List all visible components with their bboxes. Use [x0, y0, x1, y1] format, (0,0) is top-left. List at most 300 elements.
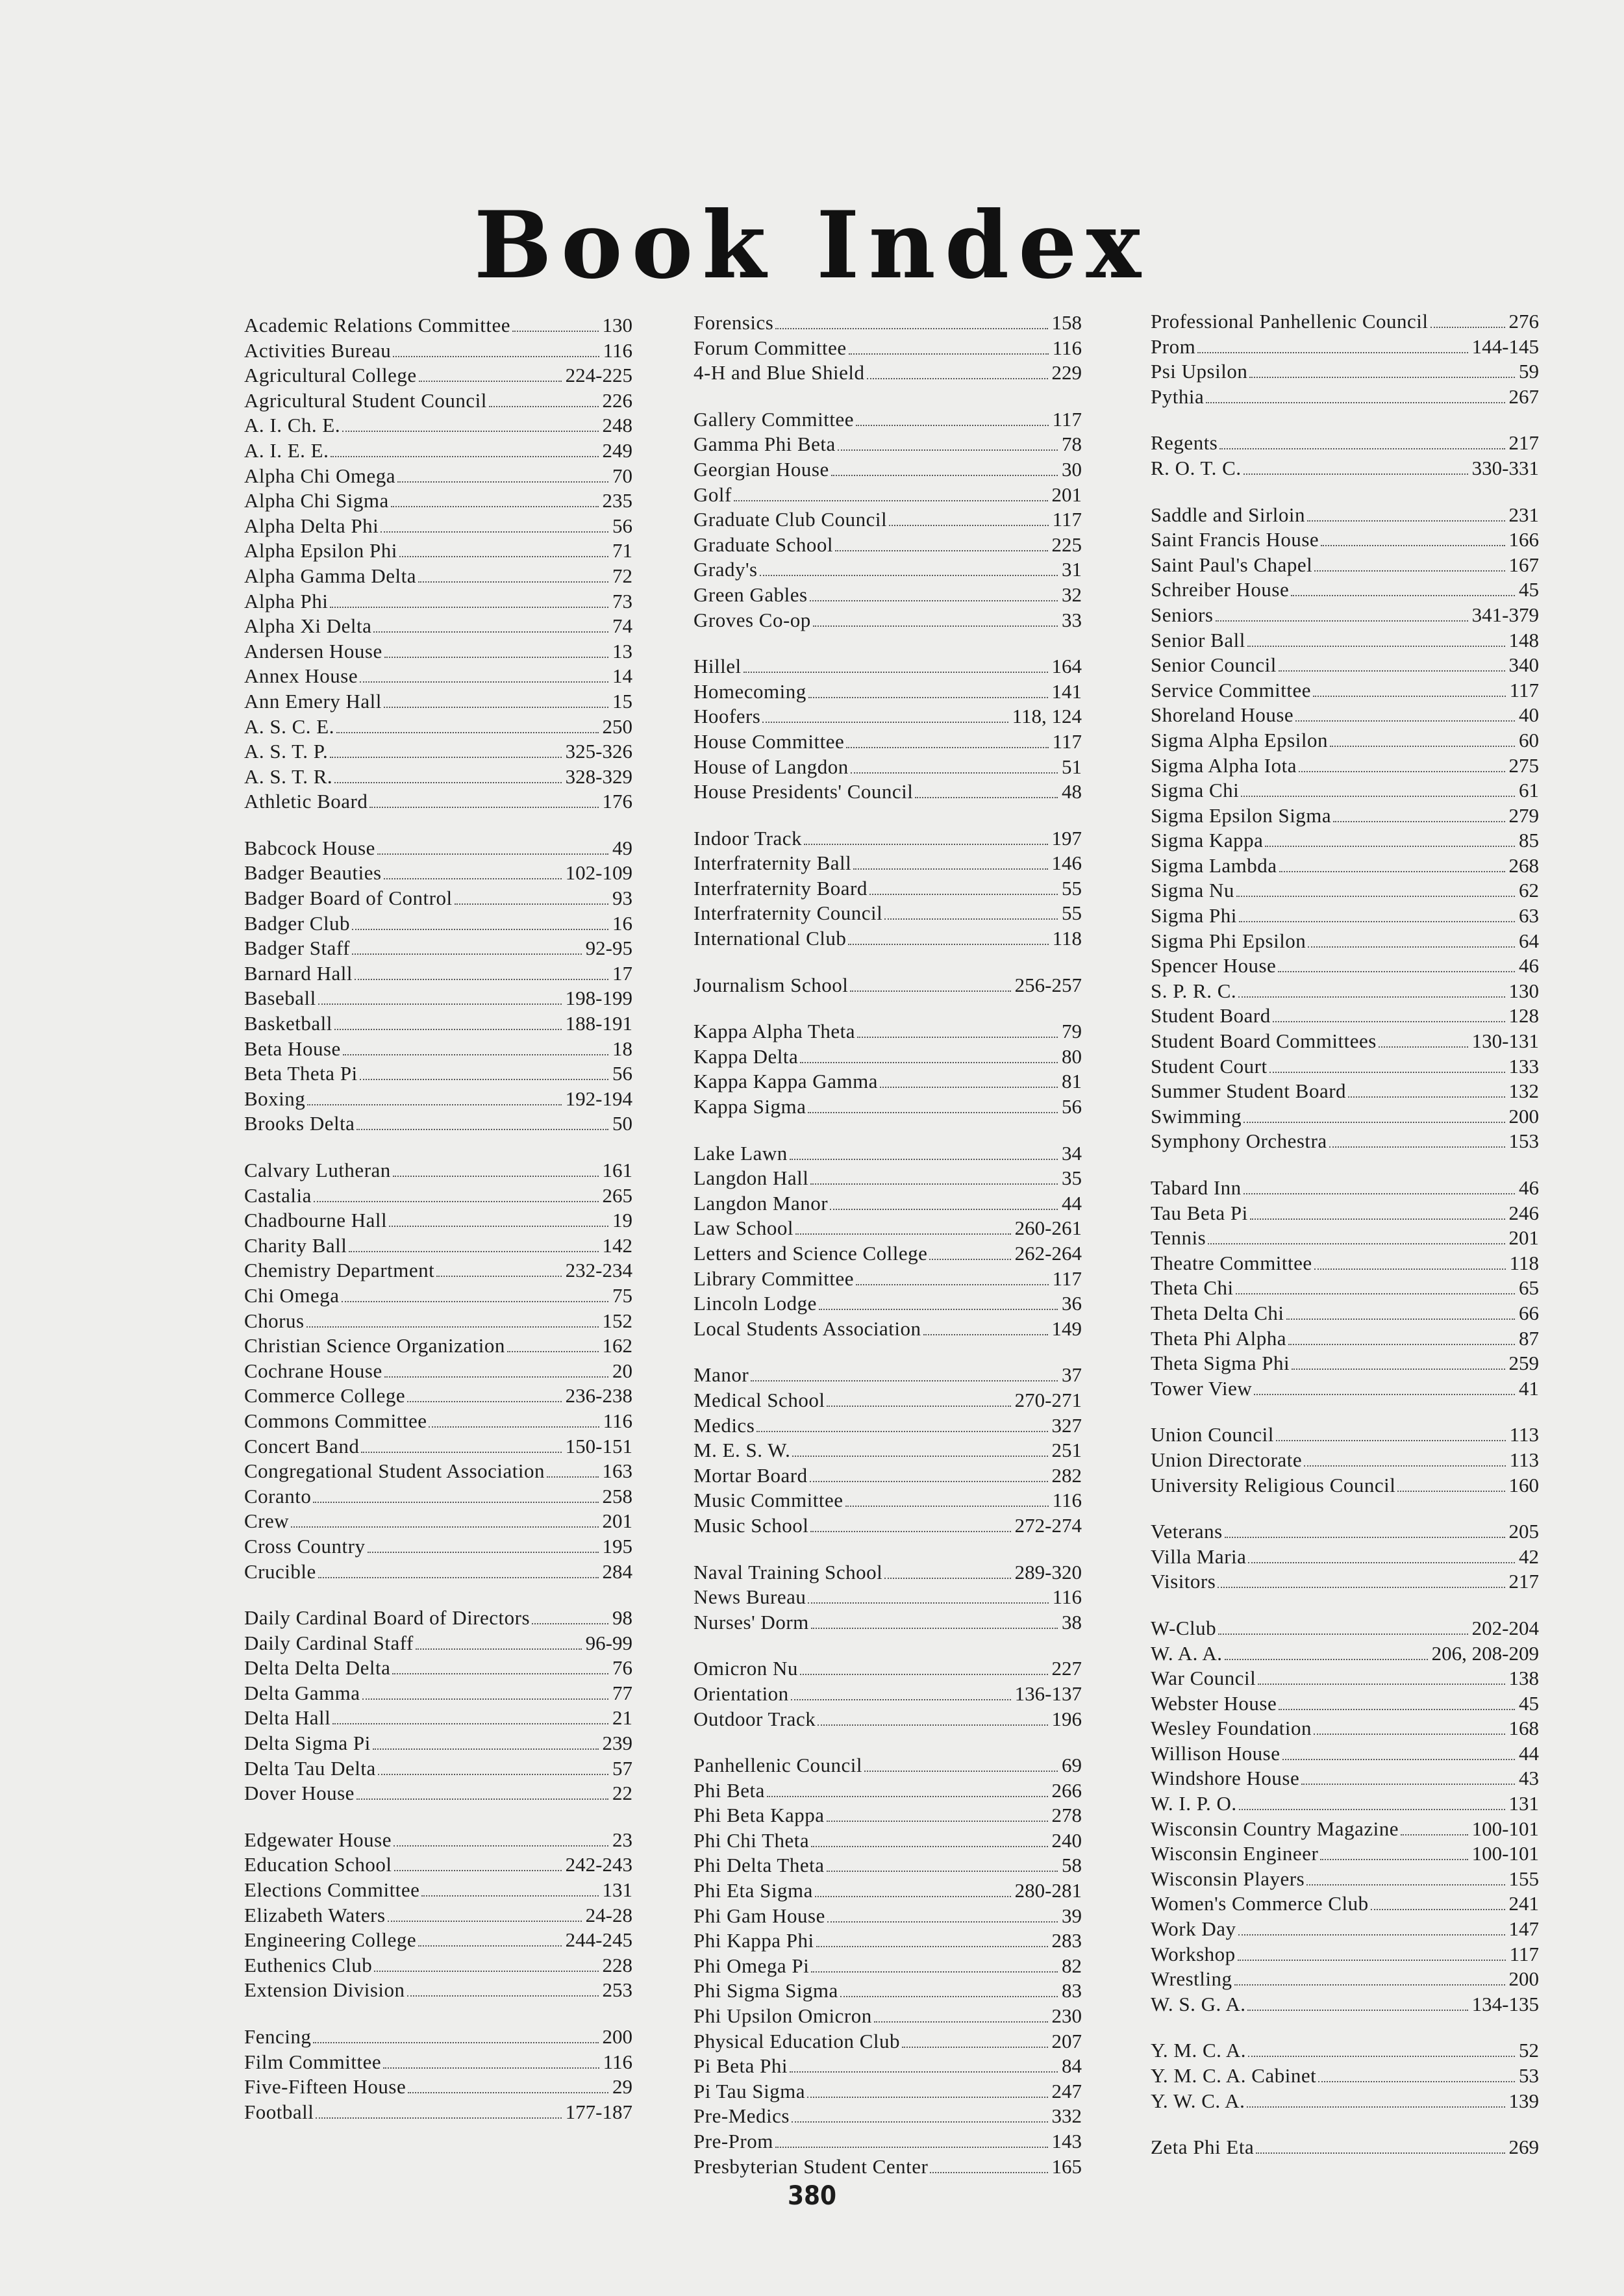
- entry-label: Fencing: [244, 2025, 312, 2048]
- index-entry: [693, 1682, 1082, 1707]
- dot-leader: [1295, 719, 1515, 722]
- dot-leader: [352, 927, 608, 930]
- entry-page: 283: [1051, 1929, 1082, 1952]
- index-column-3: [1151, 309, 1539, 2160]
- entry-label: Barnard Hall: [244, 961, 353, 985]
- dot-leader: [1256, 2151, 1505, 2154]
- dot-leader: [811, 1970, 1058, 1973]
- index-entry: [1151, 1791, 1539, 1817]
- entry-page: 231: [1508, 503, 1539, 526]
- dot-leader: [394, 1844, 608, 1847]
- dot-leader: [1273, 1020, 1505, 1022]
- dot-leader: [1371, 1908, 1505, 1910]
- dot-leader: [1234, 1983, 1505, 1986]
- entry-label: A. S. T. P.: [244, 740, 329, 763]
- entry-label: Alpha Delta Phi: [244, 514, 379, 537]
- dot-leader: [851, 771, 1058, 774]
- entry-page: 31: [1062, 558, 1082, 581]
- index-entry: [1151, 929, 1539, 954]
- entry-page: 224-225: [565, 364, 632, 387]
- entry-label: Ann Emery Hall: [244, 689, 382, 713]
- index-entry: [244, 564, 632, 589]
- dot-leader: [316, 2116, 561, 2119]
- group-spacer: [693, 1635, 1082, 1656]
- entry-label: Lake Lawn: [693, 1141, 788, 1165]
- entry-page: 250: [602, 714, 632, 738]
- entry-page: 246: [1508, 1201, 1539, 1224]
- index-entry: [1151, 653, 1539, 678]
- dot-leader: [394, 1869, 562, 1871]
- entry-page: 176: [602, 790, 632, 813]
- entry-page: 21: [612, 1706, 632, 1730]
- index-entry: [693, 1828, 1082, 1854]
- dot-leader: [1321, 544, 1505, 546]
- entry-label: Interfraternity Board: [693, 876, 868, 900]
- index-entry: [1151, 1817, 1539, 1842]
- dot-leader: [902, 2045, 1047, 2048]
- index-entry: [1151, 1716, 1539, 1741]
- entry-page: 73: [612, 589, 632, 612]
- index-entry: [244, 1011, 632, 1037]
- index-entry: [1151, 2038, 1539, 2063]
- entry-label: Academic Relations Committee: [244, 314, 511, 336]
- entry-label: Phi Beta Kappa: [693, 1804, 825, 1827]
- entry-page: 117: [1052, 729, 1082, 753]
- entry-page: 16: [612, 911, 632, 935]
- index-entry: [244, 1781, 632, 1806]
- dot-leader: [360, 680, 608, 683]
- entry-page: 284: [602, 1559, 632, 1583]
- index-entry: [1151, 1891, 1539, 1917]
- index-entry: [244, 1087, 632, 1112]
- entry-page: 160: [1508, 1473, 1539, 1496]
- entry-page: 52: [1519, 2039, 1539, 2062]
- dot-leader: [489, 405, 599, 407]
- dot-leader: [816, 1945, 1048, 1947]
- entry-label: Omicron Nu: [693, 1657, 798, 1680]
- entry-page: 279: [1508, 803, 1539, 827]
- entry-label: Phi Eta Sigma: [693, 1879, 813, 1902]
- index-entry: [1151, 1519, 1539, 1545]
- dot-leader: [810, 599, 1058, 601]
- entry-page: 44: [1062, 1191, 1082, 1215]
- index-entry: [244, 714, 632, 740]
- entry-page: 148: [1508, 628, 1539, 651]
- dot-leader: [1348, 1095, 1505, 1098]
- index-entry: [244, 1509, 632, 1534]
- index-entry: [244, 1037, 632, 1062]
- dot-leader: [349, 1250, 598, 1252]
- dot-leader: [342, 429, 598, 432]
- index-entry: [1151, 1967, 1539, 1992]
- entry-page: 149: [1051, 1317, 1082, 1340]
- entry-page: 289-320: [1014, 1560, 1082, 1583]
- index-entry: [244, 488, 632, 514]
- index-entry: [1151, 803, 1539, 829]
- entry-label: Mortar Board: [693, 1463, 808, 1487]
- dot-leader: [343, 1053, 608, 1055]
- index-entry: [693, 360, 1082, 386]
- entry-page: 45: [1519, 1691, 1539, 1715]
- entry-page: 196: [1051, 1707, 1082, 1730]
- dot-leader: [1286, 1317, 1516, 1320]
- index-entry: [1151, 878, 1539, 903]
- index-entry: [1151, 527, 1539, 553]
- entry-label: Lincoln Lodge: [693, 1292, 817, 1315]
- dot-leader: [429, 1425, 599, 1428]
- dot-leader: [384, 705, 608, 708]
- dot-leader: [734, 499, 1048, 501]
- entry-label: S. P. R. C.: [1151, 979, 1237, 1002]
- entry-label: News Bureau: [693, 1585, 806, 1609]
- entry-page: 138: [1508, 1667, 1539, 1690]
- index-entry: [693, 533, 1082, 558]
- dot-leader: [800, 1061, 1058, 1063]
- dot-leader: [846, 746, 1048, 748]
- index-entry: [244, 1459, 632, 1484]
- entry-page: 117: [1052, 1267, 1082, 1290]
- entry-label: Cross Country: [244, 1534, 366, 1558]
- entry-label: Sigma Alpha Iota: [1151, 753, 1297, 777]
- entry-label: Medical School: [693, 1388, 825, 1411]
- index-entry: [1151, 979, 1539, 1004]
- entry-label: Pi Tau Sigma: [693, 2079, 806, 2102]
- index-entry: [244, 1852, 632, 1878]
- entry-page: 43: [1519, 1767, 1539, 1790]
- entry-page: 33: [1062, 608, 1082, 631]
- group-spacer: [693, 952, 1082, 973]
- entry-label: Sigma Chi: [1151, 779, 1240, 802]
- dot-leader: [1276, 1439, 1506, 1441]
- dot-leader: [1258, 1682, 1505, 1685]
- index-entry: [1151, 778, 1539, 803]
- index-entry: [693, 654, 1082, 679]
- entry-label: Shoreland House: [1151, 703, 1294, 727]
- entry-page: 116: [603, 338, 632, 362]
- group-spacer: [693, 1539, 1082, 1560]
- entry-page: 46: [1519, 954, 1539, 978]
- entry-page: 200: [1508, 1104, 1539, 1128]
- entry-page: 253: [602, 1978, 632, 2002]
- entry-label: Saint Paul's Chapel: [1151, 553, 1313, 576]
- dot-leader: [760, 574, 1058, 576]
- index-entry: [244, 1333, 632, 1359]
- entry-label: A. I. E. E.: [244, 438, 329, 462]
- index-entry: [244, 1903, 632, 1928]
- group-spacer: [1151, 1154, 1539, 1176]
- entry-page: 268: [1508, 853, 1539, 877]
- index-entry: [693, 679, 1082, 705]
- dot-leader: [378, 1772, 608, 1775]
- dot-leader: [393, 355, 599, 357]
- entry-label: Service Committee: [1151, 678, 1311, 701]
- entry-label: Education School: [244, 1853, 392, 1876]
- entry-page: 142: [602, 1233, 632, 1257]
- entry-page: 201: [1508, 1226, 1539, 1250]
- dot-leader: [381, 530, 608, 533]
- index-entry: [244, 538, 632, 564]
- index-entry: [693, 1656, 1082, 1682]
- entry-page: 29: [612, 2075, 632, 2099]
- entry-page: 15: [612, 689, 632, 713]
- dot-leader: [743, 670, 1048, 673]
- dot-leader: [810, 1530, 1010, 1532]
- entry-page: 188-191: [565, 1012, 632, 1035]
- entry-label: Brooks Delta: [244, 1112, 355, 1135]
- dot-leader: [318, 1002, 562, 1005]
- entry-label: Sigma Epsilon Sigma: [1151, 803, 1332, 827]
- entry-label: Kappa Kappa Gamma: [693, 1070, 878, 1093]
- entry-page: 265: [602, 1183, 632, 1207]
- entry-label: Indoor Track: [693, 826, 803, 850]
- index-entry: [693, 2054, 1082, 2079]
- dot-leader: [1304, 1464, 1505, 1467]
- dot-leader: [384, 1375, 608, 1378]
- index-entry: [693, 1267, 1082, 1292]
- entry-page: 70: [612, 464, 632, 487]
- entry-page: 113: [1509, 1448, 1539, 1471]
- entry-label: Badger Staff: [244, 937, 350, 960]
- entry-label: Interfraternity Council: [693, 902, 883, 925]
- entry-page: 262-264: [1014, 1242, 1082, 1265]
- entry-page: 117: [1052, 508, 1082, 531]
- entry-label: A. I. Ch. E.: [244, 414, 341, 437]
- dot-leader: [360, 1078, 608, 1080]
- dot-leader: [815, 1895, 1011, 1897]
- entry-page: 58: [1062, 1854, 1082, 1877]
- entry-page: 18: [612, 1037, 632, 1060]
- index-entry: [244, 961, 632, 987]
- entry-page: 56: [612, 514, 632, 537]
- entry-label: Professional Panhellenic Council: [1151, 310, 1429, 333]
- entry-label: Babcock House: [244, 836, 375, 859]
- group-spacer: [244, 814, 632, 836]
- entry-label: Y. M. C. A. Cabinet: [1151, 2064, 1317, 2087]
- index-entry: [1151, 1841, 1539, 1867]
- index-entry: [1151, 503, 1539, 528]
- entry-page: 132: [1508, 1079, 1539, 1103]
- dot-leader: [291, 1525, 598, 1528]
- entry-page: 270-271: [1014, 1388, 1082, 1411]
- entry-page: 41: [1519, 1376, 1539, 1400]
- entry-label: Delta Hall: [244, 1706, 331, 1730]
- index-entry: [1151, 456, 1539, 481]
- entry-page: 78: [1062, 433, 1082, 456]
- dot-leader: [532, 1622, 608, 1624]
- entry-page: 229: [1051, 361, 1082, 385]
- dot-leader: [1299, 770, 1505, 772]
- dot-leader: [397, 480, 608, 483]
- dot-leader: [827, 1869, 1058, 1872]
- entry-page: 80: [1062, 1044, 1082, 1068]
- dot-leader: [436, 1274, 561, 1277]
- index-entry: [1151, 1104, 1539, 1129]
- index-entry: [244, 764, 632, 790]
- dot-leader: [399, 555, 608, 557]
- dot-leader: [1318, 2080, 1515, 2082]
- entry-label: Symphony Orchestra: [1151, 1129, 1327, 1153]
- dot-leader: [307, 1103, 561, 1105]
- index-entry: [693, 704, 1082, 729]
- dot-leader: [384, 655, 608, 658]
- dot-leader: [808, 696, 1048, 698]
- entry-page: 200: [1508, 1967, 1539, 1991]
- entry-page: 100-101: [1471, 1817, 1539, 1840]
- entry-page: 131: [1508, 1792, 1539, 1815]
- dot-leader: [1247, 644, 1505, 647]
- dot-leader: [808, 1601, 1048, 1604]
- entry-page: 83: [1062, 1979, 1082, 2002]
- entry-label: Nurses' Dorm: [693, 1610, 809, 1634]
- dot-leader: [1218, 1585, 1505, 1588]
- index-entry: [693, 1241, 1082, 1267]
- index-entry: [244, 1484, 632, 1509]
- entry-page: 116: [1052, 336, 1082, 359]
- entry-page: 118, 124: [1012, 705, 1082, 728]
- dot-leader: [795, 1232, 1011, 1235]
- entry-page: 197: [1051, 826, 1082, 850]
- dot-leader: [791, 1698, 1011, 1700]
- entry-page: 134-135: [1471, 1992, 1539, 2015]
- group-spacer: [244, 2003, 632, 2025]
- dot-leader: [1314, 1732, 1505, 1735]
- entry-label: Badger Board of Control: [244, 887, 453, 910]
- dot-leader: [1278, 970, 1515, 972]
- entry-label: Phi Beta: [693, 1778, 765, 1802]
- entry-label: Music School: [693, 1513, 809, 1537]
- entry-label: Wisconsin Players: [1151, 1867, 1305, 1890]
- page-title: Book Index: [473, 192, 1151, 300]
- entry-page: 133: [1508, 1054, 1539, 1078]
- dot-leader: [1225, 1535, 1505, 1538]
- index-entry: [244, 986, 632, 1011]
- entry-label: Cochrane House: [244, 1359, 382, 1382]
- entry-page: 44: [1519, 1741, 1539, 1765]
- dot-leader: [1238, 1958, 1506, 1961]
- index-entry: [1151, 1251, 1539, 1276]
- dot-leader: [374, 1969, 598, 1972]
- dot-leader: [1239, 920, 1515, 922]
- index-entry: [693, 1463, 1082, 1489]
- entry-label: Chi Omega: [244, 1283, 340, 1307]
- entry-page: 55: [1062, 902, 1082, 925]
- index-entry: [1151, 703, 1539, 728]
- group-spacer: [693, 386, 1082, 407]
- entry-label: Senior Ball: [1151, 628, 1245, 651]
- index-entry: [693, 1166, 1082, 1191]
- entry-page: 200: [602, 2025, 632, 2048]
- dot-leader: [1306, 1883, 1505, 1886]
- entry-label: Delta Tau Delta: [244, 1756, 376, 1780]
- entry-label: Daily Cardinal Board of Directors: [244, 1606, 531, 1630]
- dot-leader: [1301, 1782, 1515, 1785]
- index-entry: [244, 911, 632, 937]
- index-entry: [1151, 753, 1539, 779]
- entry-page: 161: [602, 1159, 632, 1181]
- entry-page: 341-379: [1471, 603, 1539, 626]
- entry-page: 177-187: [565, 2100, 632, 2123]
- entry-page: 217: [1508, 431, 1539, 455]
- index-entry: [693, 2004, 1082, 2029]
- dot-leader: [792, 2120, 1048, 2123]
- dot-leader: [849, 352, 1049, 355]
- entry-label: Kappa Sigma: [693, 1095, 806, 1118]
- index-entry: [1151, 1029, 1539, 1054]
- entry-page: 275: [1508, 753, 1539, 777]
- dot-leader: [880, 1085, 1058, 1088]
- index-entry: [1151, 1741, 1539, 1767]
- entry-label: Villa Maria: [1151, 1545, 1247, 1568]
- dot-leader: [1397, 1489, 1505, 1492]
- entry-label: Georgian House: [693, 457, 829, 481]
- entry-label: Sigma Kappa: [1151, 829, 1264, 852]
- entry-label: Five-Fifteen House: [244, 2075, 406, 2099]
- entry-page: 59: [1519, 360, 1539, 383]
- dot-leader: [418, 580, 608, 583]
- entry-label: Phi Kappa Phi: [693, 1929, 814, 1952]
- dot-leader: [767, 1795, 1048, 1797]
- index-entry: [693, 1928, 1082, 1954]
- dot-leader: [1279, 1708, 1515, 1710]
- dot-leader: [407, 1994, 599, 1997]
- dot-leader: [884, 917, 1058, 920]
- entry-page: 30: [1062, 457, 1082, 481]
- index-entry: [1151, 1766, 1539, 1791]
- entry-page: 62: [1519, 879, 1539, 902]
- index-entry: [244, 1606, 632, 1631]
- entry-page: 20: [612, 1359, 632, 1382]
- entry-label: Law School: [693, 1217, 793, 1240]
- index-entry: [1151, 2089, 1539, 2114]
- dot-leader: [419, 379, 562, 382]
- entry-label: Gamma Phi Beta: [693, 433, 836, 456]
- index-entry: [244, 1183, 632, 1209]
- entry-page: 39: [1062, 1904, 1082, 1927]
- index-entry: [693, 1388, 1082, 1413]
- index-entry: [244, 2050, 632, 2075]
- dot-leader: [421, 1894, 598, 1897]
- entry-label: Alpha Phi: [244, 589, 329, 612]
- group-spacer: [1151, 481, 1539, 503]
- entry-page: 242-243: [565, 1853, 632, 1876]
- dot-leader: [1243, 1192, 1515, 1194]
- dot-leader: [864, 1769, 1058, 1772]
- entry-page: 116: [603, 1409, 632, 1432]
- entry-label: Outdoor Track: [693, 1707, 816, 1730]
- dot-leader: [818, 1723, 1047, 1726]
- index-entry: [693, 851, 1082, 876]
- entry-label: Saddle and Sirloin: [1151, 503, 1306, 526]
- index-entry: [1151, 553, 1539, 578]
- entry-label: Extension Division: [244, 1978, 405, 2002]
- dot-leader: [352, 952, 582, 955]
- dot-leader: [867, 377, 1048, 379]
- group-spacer: [244, 1806, 632, 1828]
- dot-leader: [810, 1480, 1048, 1482]
- entry-page: 117: [1052, 407, 1082, 431]
- dot-leader: [362, 1697, 608, 1700]
- entry-page: 168: [1508, 1717, 1539, 1740]
- entry-page: 232-234: [565, 1259, 632, 1282]
- entry-page: 38: [1062, 1610, 1082, 1634]
- entry-page: 150-151: [565, 1434, 632, 1457]
- entry-label: Senior Council: [1151, 653, 1277, 677]
- entry-page: 118: [1052, 927, 1082, 950]
- entry-label: Webster House: [1151, 1691, 1277, 1715]
- dot-leader: [392, 1672, 608, 1674]
- entry-page: 92-95: [585, 937, 632, 960]
- entry-label: Baseball: [244, 987, 316, 1010]
